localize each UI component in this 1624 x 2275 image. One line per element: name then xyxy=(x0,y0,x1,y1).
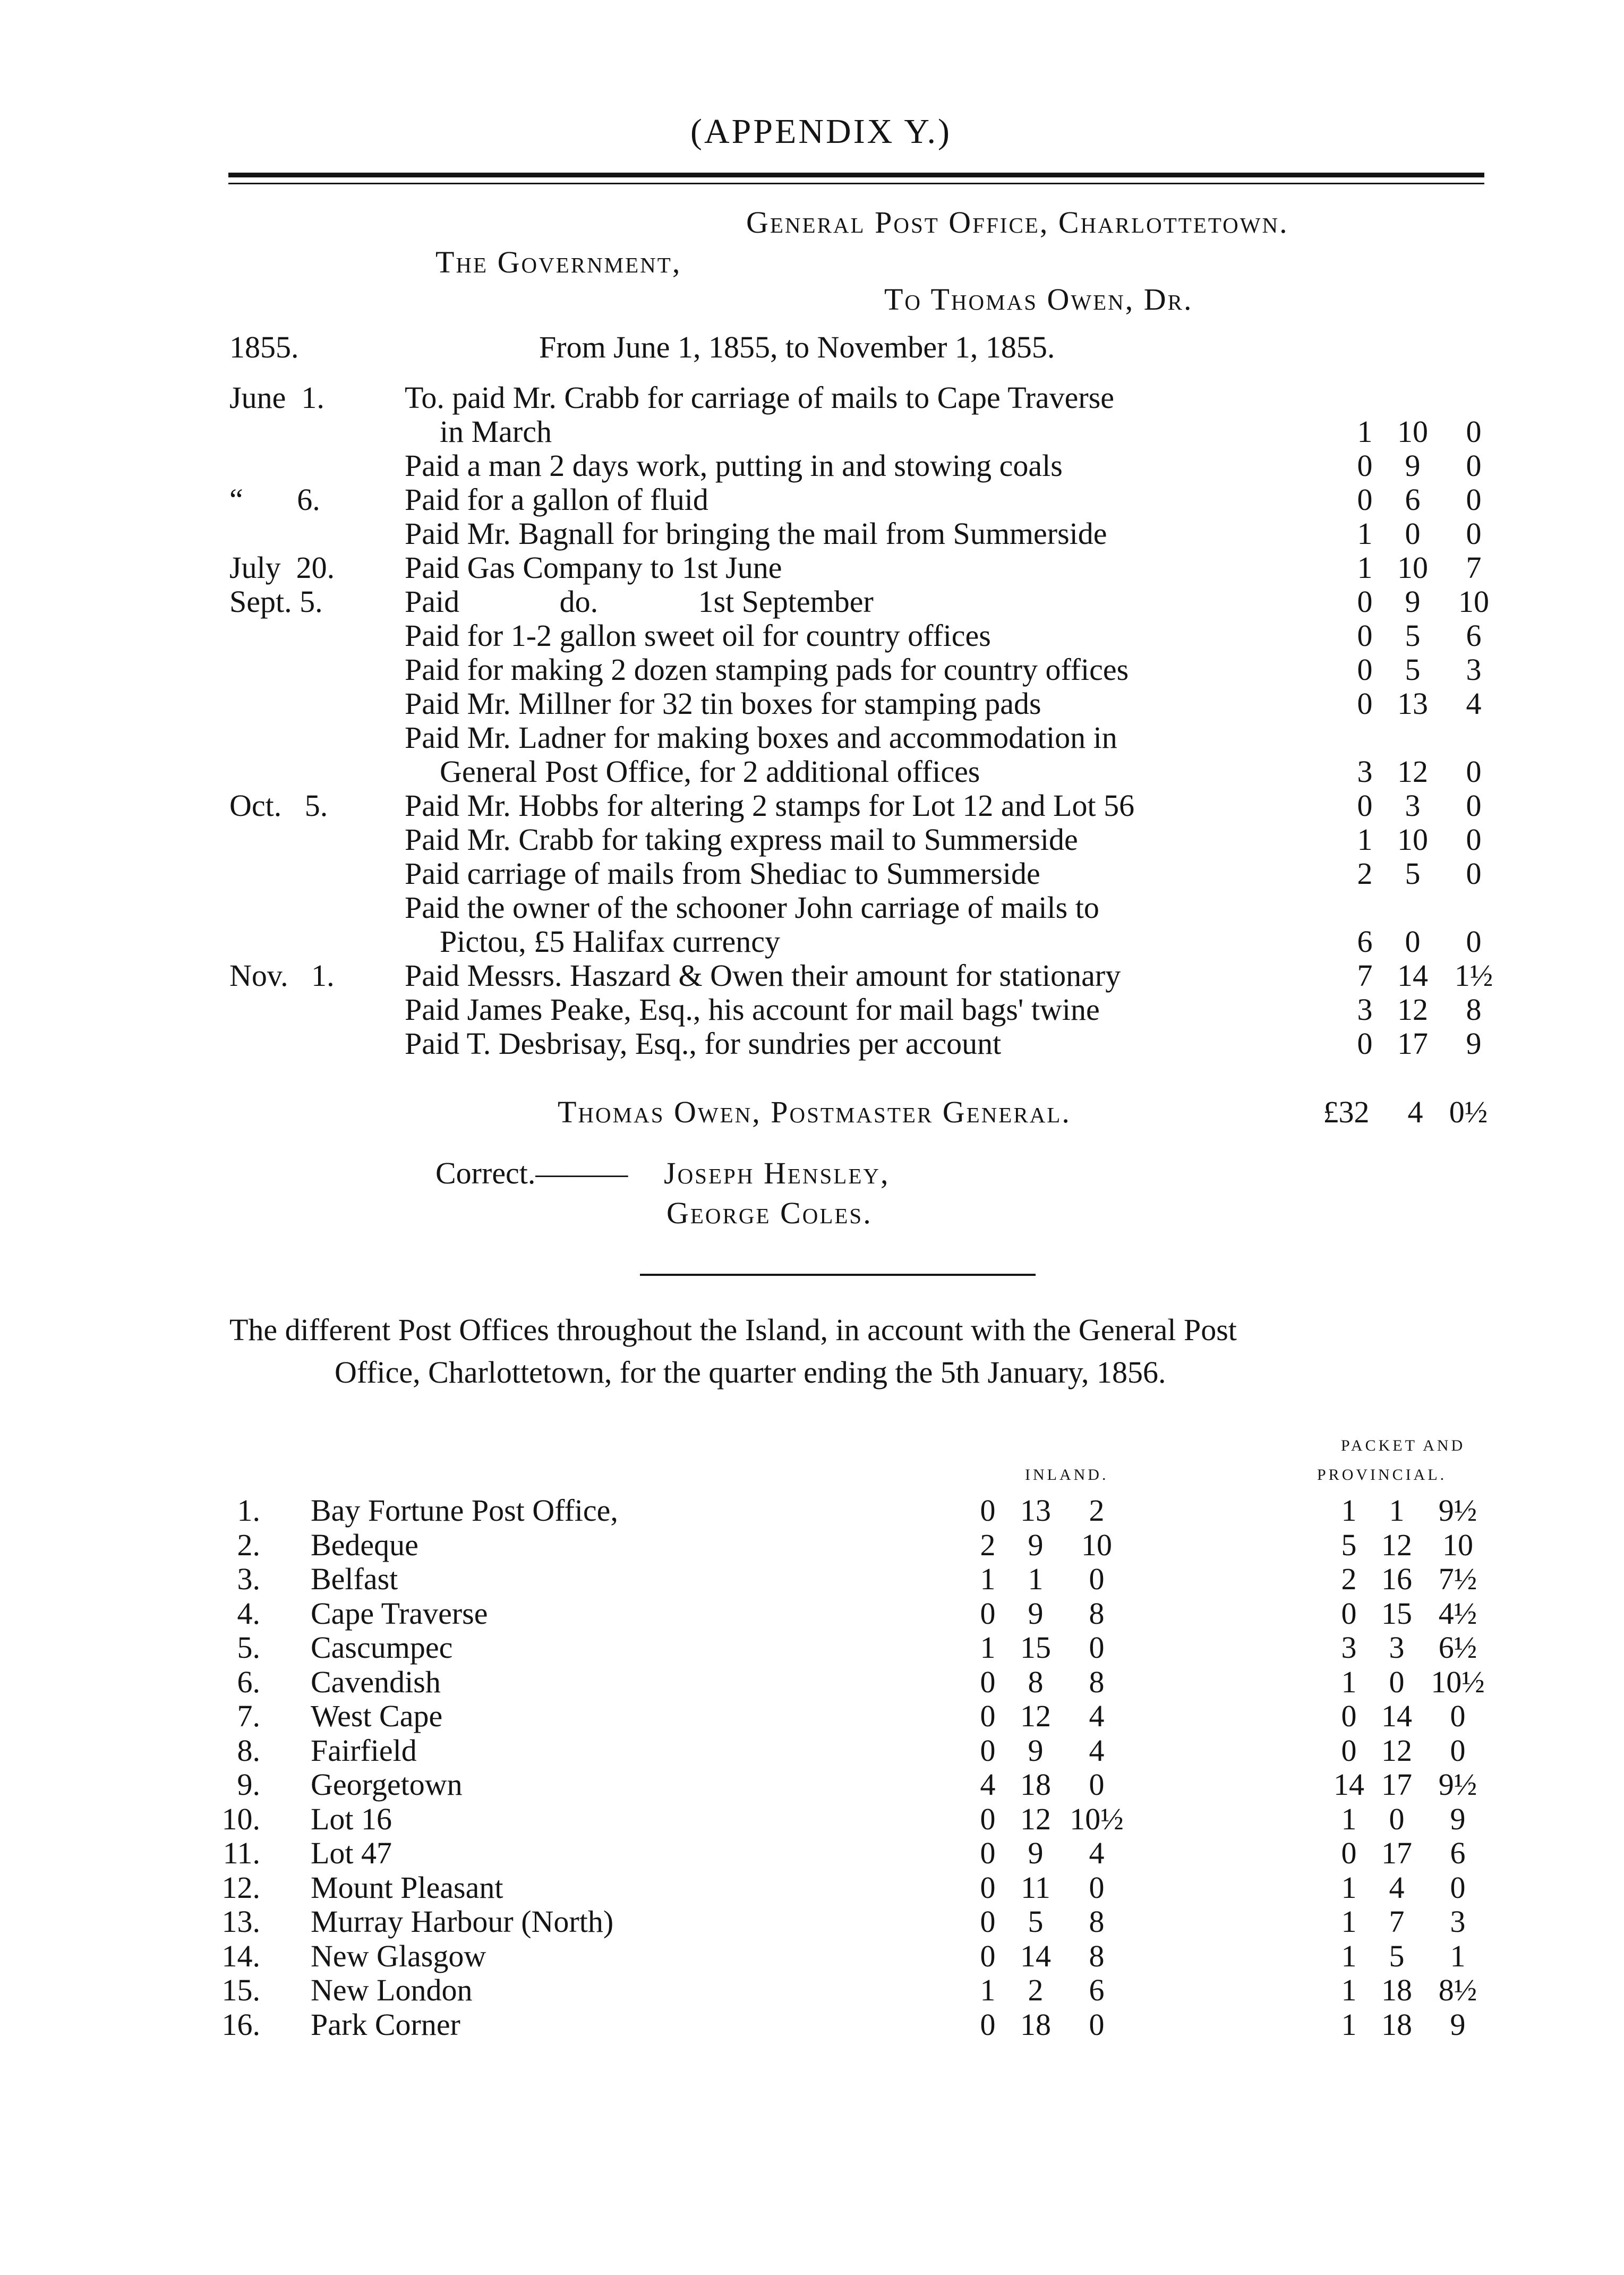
entry-amount xyxy=(1349,822,1508,856)
office-number: 5. xyxy=(237,1630,260,1665)
office-inland-amount xyxy=(967,1698,1142,1732)
inland-shillings: 14 xyxy=(1020,1939,1051,1973)
entry-pounds: 0 xyxy=(1357,788,1373,823)
entry-shillings: 0 xyxy=(1405,516,1421,551)
inland-pence: 2 xyxy=(1089,1493,1105,1528)
office-packet-amount xyxy=(1328,1596,1503,1630)
packet-pence: 0 xyxy=(1450,1870,1466,1905)
packet-pounds: 1 xyxy=(1341,2007,1357,2042)
entry-pounds: 3 xyxy=(1357,754,1373,789)
packet-pounds: 1 xyxy=(1341,1973,1357,2007)
signer-coles: George Coles. xyxy=(666,1196,873,1230)
packet-pence: 4½ xyxy=(1438,1596,1477,1631)
office-number: 3. xyxy=(237,1562,260,1596)
entry-pence: 9 xyxy=(1466,1026,1482,1061)
entry-pence: 0 xyxy=(1466,754,1482,789)
office-packet-amount xyxy=(1328,1698,1503,1732)
packet-shillings: 17 xyxy=(1381,1836,1412,1870)
packet-shillings: 12 xyxy=(1381,1528,1412,1562)
entry-shillings: 12 xyxy=(1397,754,1428,789)
entry-pence: 0 xyxy=(1466,856,1482,891)
entry-amount xyxy=(1349,652,1508,686)
packet-pence: 6 xyxy=(1450,1836,1466,1870)
office-packet-amount xyxy=(1328,1630,1503,1664)
entry-pence: 6 xyxy=(1466,618,1482,653)
entry-description: Paid for 1-2 gallon sweet oil for country offices xyxy=(405,618,991,653)
entry-pounds: 1 xyxy=(1357,414,1373,449)
packet-pence: 0 xyxy=(1450,1699,1466,1733)
entry-description: Paid a man 2 days work, putting in and stowing coals xyxy=(405,448,1063,483)
office-name: Belfast xyxy=(311,1562,398,1596)
entry-description: Paid Mr. Ladner for making boxes and accommodation in xyxy=(405,720,1117,755)
entry-pounds: 7 xyxy=(1357,958,1373,993)
entry-date: June 1. xyxy=(229,380,324,415)
entry-amount xyxy=(1349,1026,1508,1060)
entry-amount xyxy=(1349,482,1508,516)
total-pounds: £32 xyxy=(1323,1095,1370,1129)
inland-pence: 10 xyxy=(1081,1528,1112,1562)
inland-shillings: 5 xyxy=(1028,1904,1044,1939)
office-name: Bedeque xyxy=(311,1528,418,1562)
inland-shillings: 12 xyxy=(1020,1802,1051,1836)
inland-pence: 0 xyxy=(1089,1562,1105,1596)
entry-shillings: 9 xyxy=(1405,584,1421,619)
office-number: 2. xyxy=(237,1528,260,1562)
packet-shillings: 18 xyxy=(1381,2007,1412,2042)
inland-pounds: 0 xyxy=(980,1904,996,1939)
entry-amount xyxy=(1349,550,1508,584)
packet-pounds: 2 xyxy=(1341,1562,1357,1596)
inland-pence: 0 xyxy=(1089,1630,1105,1665)
entry-pence: 0 xyxy=(1466,414,1482,449)
creditor-heading: To Thomas Owen, Dr. xyxy=(884,282,1193,317)
inland-pounds: 0 xyxy=(980,1493,996,1528)
office-name: Bay Fortune Post Office, xyxy=(311,1493,618,1528)
total-pence: 0½ xyxy=(1449,1095,1488,1129)
inland-pounds: 1 xyxy=(980,1630,996,1665)
entry-description: Paid Messrs. Haszard & Owen their amount for stationary xyxy=(405,958,1121,993)
entry-pounds: 1 xyxy=(1357,822,1373,857)
entry-pence: 0 xyxy=(1466,788,1482,823)
entry-amount xyxy=(1349,516,1508,550)
inland-shillings: 13 xyxy=(1020,1493,1051,1528)
account-year: 1855. xyxy=(229,330,299,364)
office-number: 12. xyxy=(221,1870,260,1905)
office-inland-amount xyxy=(967,1630,1142,1664)
entry-pence: 8 xyxy=(1466,992,1482,1027)
header-rule-thick xyxy=(228,173,1484,177)
entry-description: Paid James Peake, Esq., his account for mail bags' twine xyxy=(405,992,1100,1027)
inland-pounds: 0 xyxy=(980,1665,996,1699)
entry-date: Nov. 1. xyxy=(229,958,335,993)
packet-pounds: 1 xyxy=(1341,1904,1357,1939)
inland-shillings: 2 xyxy=(1028,1973,1044,2007)
account-total xyxy=(1306,1094,1519,1131)
office-number: 1. xyxy=(237,1493,260,1528)
entry-shillings: 3 xyxy=(1405,788,1421,823)
inland-pounds: 1 xyxy=(980,1562,996,1596)
correct-label: Correct.——— xyxy=(435,1156,628,1190)
packet-pounds: 1 xyxy=(1341,1802,1357,1836)
entry-amount xyxy=(1349,788,1508,822)
packet-shillings: 5 xyxy=(1389,1939,1405,1973)
entry-description: Paid Mr. Bagnall for bringing the mail from Summerside xyxy=(405,516,1107,551)
inland-pence: 8 xyxy=(1089,1596,1105,1631)
entry-description: Paid T. Desbrisay, Esq., for sundries per account xyxy=(405,1026,1002,1061)
entry-pence: 1½ xyxy=(1454,958,1493,993)
office-inland-amount xyxy=(967,1801,1142,1835)
office-heading: General Post Office, Charlottetown. xyxy=(746,205,1289,240)
entry-pence: 0 xyxy=(1466,516,1482,551)
entry-pounds: 3 xyxy=(1357,992,1373,1027)
office-number: 14. xyxy=(221,1939,260,1973)
entry-amount xyxy=(1349,448,1508,482)
packet-shillings: 0 xyxy=(1389,1802,1405,1836)
packet-pence: 9 xyxy=(1450,1802,1466,1836)
column-header-provincial: PROVINCIAL. xyxy=(1317,1466,1447,1484)
entry-shillings: 17 xyxy=(1397,1026,1428,1061)
office-name: Murray Harbour (North) xyxy=(311,1904,614,1939)
entry-pence: 7 xyxy=(1466,550,1482,585)
entry-pounds: 2 xyxy=(1357,856,1373,891)
packet-shillings: 17 xyxy=(1381,1767,1412,1802)
packet-pounds: 0 xyxy=(1341,1836,1357,1870)
office-inland-amount xyxy=(967,1938,1142,1972)
office-number: 7. xyxy=(237,1699,260,1733)
packet-pounds: 1 xyxy=(1341,1493,1357,1528)
office-packet-amount xyxy=(1328,1938,1503,1972)
office-inland-amount xyxy=(967,1870,1142,1904)
entry-amount xyxy=(1349,584,1508,618)
inland-shillings: 15 xyxy=(1020,1630,1051,1665)
entry-amount xyxy=(1349,686,1508,720)
office-packet-amount xyxy=(1328,1527,1503,1561)
signer-hensley: Joseph Hensley, xyxy=(664,1156,890,1190)
inland-pounds: 0 xyxy=(980,1870,996,1905)
inland-pounds: 0 xyxy=(980,1802,996,1836)
packet-shillings: 18 xyxy=(1381,1973,1412,2007)
packet-pounds: 1 xyxy=(1341,1939,1357,1973)
entry-amount xyxy=(1349,924,1508,958)
packet-shillings: 7 xyxy=(1389,1904,1405,1939)
office-number: 8. xyxy=(237,1733,260,1768)
entry-description: Paid for a gallon of fluid xyxy=(405,482,708,517)
entry-pence: 3 xyxy=(1466,652,1482,687)
packet-pounds: 3 xyxy=(1341,1630,1357,1665)
office-packet-amount xyxy=(1328,1972,1503,2006)
entry-pounds: 0 xyxy=(1357,652,1373,687)
inland-shillings: 8 xyxy=(1028,1665,1044,1699)
entry-amount xyxy=(1349,618,1508,652)
entry-description: Paid Mr. Hobbs for altering 2 stamps for Lot 12 and Lot 56 xyxy=(405,788,1135,823)
inland-pounds: 0 xyxy=(980,1836,996,1870)
entry-date: Oct. 5. xyxy=(229,788,328,823)
office-number: 11. xyxy=(223,1836,260,1870)
inland-pence: 8 xyxy=(1089,1904,1105,1939)
packet-pence: 1 xyxy=(1450,1939,1466,1973)
office-inland-amount xyxy=(967,1561,1142,1595)
packet-pence: 9 xyxy=(1450,2007,1466,2042)
inland-shillings: 11 xyxy=(1021,1870,1050,1905)
office-inland-amount xyxy=(967,1972,1142,2006)
entry-description: Paid Mr. Millner for 32 tin boxes for stamping pads xyxy=(405,686,1041,721)
packet-shillings: 3 xyxy=(1389,1630,1405,1665)
section-divider xyxy=(640,1274,1036,1276)
office-packet-amount xyxy=(1328,1493,1503,1527)
entry-shillings: 9 xyxy=(1405,448,1421,483)
entry-pounds: 0 xyxy=(1357,584,1373,619)
office-name: Park Corner xyxy=(311,2007,460,2042)
quarter-heading-line-1: The different Post Offices throughout the Island, in account with the General Post xyxy=(229,1313,1237,1347)
office-inland-amount xyxy=(967,1527,1142,1561)
packet-shillings: 12 xyxy=(1381,1733,1412,1768)
entry-date: Sept. 5. xyxy=(229,584,323,619)
entry-description: in March xyxy=(440,414,552,449)
office-name: Lot 16 xyxy=(311,1802,392,1836)
packet-pounds: 1 xyxy=(1341,1870,1357,1905)
office-inland-amount xyxy=(967,1493,1142,1527)
packet-shillings: 16 xyxy=(1381,1562,1412,1596)
office-inland-amount xyxy=(967,2007,1142,2041)
entry-description: Paid carriage of mails from Shediac to Summerside xyxy=(405,856,1040,891)
inland-shillings: 18 xyxy=(1020,1767,1051,1802)
inland-pence: 0 xyxy=(1089,2007,1105,2042)
inland-pounds: 0 xyxy=(980,1699,996,1733)
entry-description: Pictou, £5 Halifax currency xyxy=(440,924,781,959)
inland-shillings: 9 xyxy=(1028,1836,1044,1870)
entry-pounds: 0 xyxy=(1357,482,1373,517)
inland-pounds: 0 xyxy=(980,1596,996,1631)
office-inland-amount xyxy=(967,1733,1142,1767)
office-number: 4. xyxy=(237,1596,260,1631)
office-number: 13. xyxy=(221,1904,260,1939)
inland-pounds: 0 xyxy=(980,1733,996,1768)
packet-pence: 0 xyxy=(1450,1733,1466,1768)
entry-shillings: 13 xyxy=(1397,686,1428,721)
office-name: Cascumpec xyxy=(311,1630,453,1665)
entry-pounds: 1 xyxy=(1357,516,1373,551)
inland-pence: 4 xyxy=(1089,1699,1105,1733)
inland-shillings: 9 xyxy=(1028,1596,1044,1631)
quarter-heading-line-2: Office, Charlottetown, for the quarter ending the 5th January, 1856. xyxy=(335,1355,1166,1390)
office-name: Cavendish xyxy=(311,1665,441,1699)
inland-pence: 10½ xyxy=(1070,1802,1124,1836)
column-header-packet: PACKET AND xyxy=(1341,1437,1466,1454)
entry-pence: 4 xyxy=(1466,686,1482,721)
office-packet-amount xyxy=(1328,1664,1503,1698)
office-name: Mount Pleasant xyxy=(311,1870,503,1905)
office-number: 16. xyxy=(221,2007,260,2042)
postmaster-signature-text: Thomas Owen, Postmaster General. xyxy=(558,1095,1071,1129)
entry-pence: 0 xyxy=(1466,924,1482,959)
inland-pence: 8 xyxy=(1089,1665,1105,1699)
entry-pence: 0 xyxy=(1466,448,1482,483)
office-packet-amount xyxy=(1328,1835,1503,1869)
postmaster-signature xyxy=(558,1094,1071,1130)
entry-shillings: 10 xyxy=(1397,414,1428,449)
inland-shillings: 1 xyxy=(1028,1562,1044,1596)
office-number: 10. xyxy=(221,1802,260,1836)
inland-shillings: 9 xyxy=(1028,1733,1044,1768)
office-number: 6. xyxy=(237,1665,260,1699)
entry-description: Paid Gas Company to 1st June xyxy=(405,550,782,585)
packet-pence: 6½ xyxy=(1438,1630,1477,1665)
inland-pence: 4 xyxy=(1089,1733,1105,1768)
debtor-heading: The Government, xyxy=(435,245,682,279)
inland-pounds: 1 xyxy=(980,1973,996,2007)
entry-date: July 20. xyxy=(229,550,335,585)
account-period: From June 1, 1855, to November 1, 1855. xyxy=(539,330,1055,364)
entry-pence: 0 xyxy=(1466,482,1482,517)
entry-amount xyxy=(1349,754,1508,788)
entry-description: Paid the owner of the schooner John carriage of mails to xyxy=(405,890,1099,925)
entry-pounds: 1 xyxy=(1357,550,1373,585)
header-rule-thin xyxy=(228,183,1484,184)
inland-pounds: 0 xyxy=(980,1939,996,1973)
entry-amount xyxy=(1349,992,1508,1026)
entry-shillings: 5 xyxy=(1405,856,1421,891)
entry-description: Paid Mr. Crabb for taking express mail to Summerside xyxy=(405,822,1078,857)
entry-pounds: 0 xyxy=(1357,1026,1373,1061)
inland-shillings: 18 xyxy=(1020,2007,1051,2042)
office-inland-amount xyxy=(967,1664,1142,1698)
inland-pence: 0 xyxy=(1089,1767,1105,1802)
office-packet-amount xyxy=(1328,1561,1503,1595)
packet-pence: 9½ xyxy=(1438,1767,1477,1802)
entry-shillings: 10 xyxy=(1397,550,1428,585)
total-shillings: 4 xyxy=(1407,1095,1423,1129)
office-name: New London xyxy=(311,1973,473,2007)
office-inland-amount xyxy=(967,1835,1142,1869)
entry-pence: 0 xyxy=(1466,822,1482,857)
packet-pence: 10½ xyxy=(1431,1665,1485,1699)
inland-pence: 6 xyxy=(1089,1973,1105,2007)
inland-pence: 8 xyxy=(1089,1939,1105,1973)
packet-shillings: 4 xyxy=(1389,1870,1405,1905)
entry-pence: 10 xyxy=(1458,584,1489,619)
office-packet-amount xyxy=(1328,1870,1503,1904)
entry-pounds: 6 xyxy=(1357,924,1373,959)
packet-pence: 7½ xyxy=(1438,1562,1477,1596)
entry-pounds: 0 xyxy=(1357,618,1373,653)
entry-amount xyxy=(1349,856,1508,890)
packet-pounds: 5 xyxy=(1341,1528,1357,1562)
entry-pounds: 0 xyxy=(1357,448,1373,483)
entry-description: Paid for making 2 dozen stamping pads for country offices xyxy=(405,652,1129,687)
entry-shillings: 0 xyxy=(1405,924,1421,959)
packet-pence: 8½ xyxy=(1438,1973,1477,2007)
entry-shillings: 12 xyxy=(1397,992,1428,1027)
office-name: Georgetown xyxy=(311,1767,463,1802)
office-name: West Cape xyxy=(311,1699,443,1733)
office-name: Cape Traverse xyxy=(311,1596,488,1631)
page-title: (APPENDIX Y.) xyxy=(690,112,952,151)
packet-pounds: 0 xyxy=(1341,1596,1357,1631)
inland-pounds: 4 xyxy=(980,1767,996,1802)
inland-pounds: 0 xyxy=(980,2007,996,2042)
entry-shillings: 5 xyxy=(1405,652,1421,687)
office-packet-amount xyxy=(1328,1904,1503,1938)
office-packet-amount xyxy=(1328,1767,1503,1801)
entry-shillings: 10 xyxy=(1397,822,1428,857)
office-number: 9. xyxy=(237,1767,260,1802)
office-packet-amount xyxy=(1328,2007,1503,2041)
office-packet-amount xyxy=(1328,1733,1503,1767)
entry-shillings: 5 xyxy=(1405,618,1421,653)
entry-date: “ 6. xyxy=(229,482,320,517)
packet-shillings: 1 xyxy=(1389,1493,1405,1528)
entry-shillings: 14 xyxy=(1397,958,1428,993)
entry-amount xyxy=(1349,414,1508,448)
entry-shillings: 6 xyxy=(1405,482,1421,517)
office-packet-amount xyxy=(1328,1801,1503,1835)
inland-shillings: 9 xyxy=(1028,1528,1044,1562)
office-inland-amount xyxy=(967,1904,1142,1938)
office-number: 15. xyxy=(221,1973,260,2007)
packet-shillings: 15 xyxy=(1381,1596,1412,1631)
entry-amount xyxy=(1349,958,1508,992)
office-name: Fairfield xyxy=(311,1733,417,1768)
column-header-inland: INLAND. xyxy=(1025,1466,1109,1484)
packet-pounds: 0 xyxy=(1341,1699,1357,1733)
office-inland-amount xyxy=(967,1767,1142,1801)
packet-pounds: 1 xyxy=(1341,1665,1357,1699)
inland-pence: 0 xyxy=(1089,1870,1105,1905)
entry-description: To. paid Mr. Crabb for carriage of mails to Cape Traverse xyxy=(405,380,1115,415)
inland-shillings: 12 xyxy=(1020,1699,1051,1733)
packet-shillings: 14 xyxy=(1381,1699,1412,1733)
office-name: New Glasgow xyxy=(311,1939,486,1973)
entry-pounds: 0 xyxy=(1357,686,1373,721)
packet-pence: 3 xyxy=(1450,1904,1466,1939)
packet-pence: 9½ xyxy=(1438,1493,1477,1528)
office-inland-amount xyxy=(967,1596,1142,1630)
packet-shillings: 0 xyxy=(1389,1665,1405,1699)
packet-pounds: 0 xyxy=(1341,1733,1357,1768)
packet-pence: 10 xyxy=(1442,1528,1473,1562)
inland-pounds: 2 xyxy=(980,1528,996,1562)
inland-pence: 4 xyxy=(1089,1836,1105,1870)
office-name: Lot 47 xyxy=(311,1836,392,1870)
entry-description: Paid do. 1st September xyxy=(405,584,874,619)
entry-description: General Post Office, for 2 additional offices xyxy=(440,754,980,789)
packet-pounds: 14 xyxy=(1334,1767,1364,1802)
